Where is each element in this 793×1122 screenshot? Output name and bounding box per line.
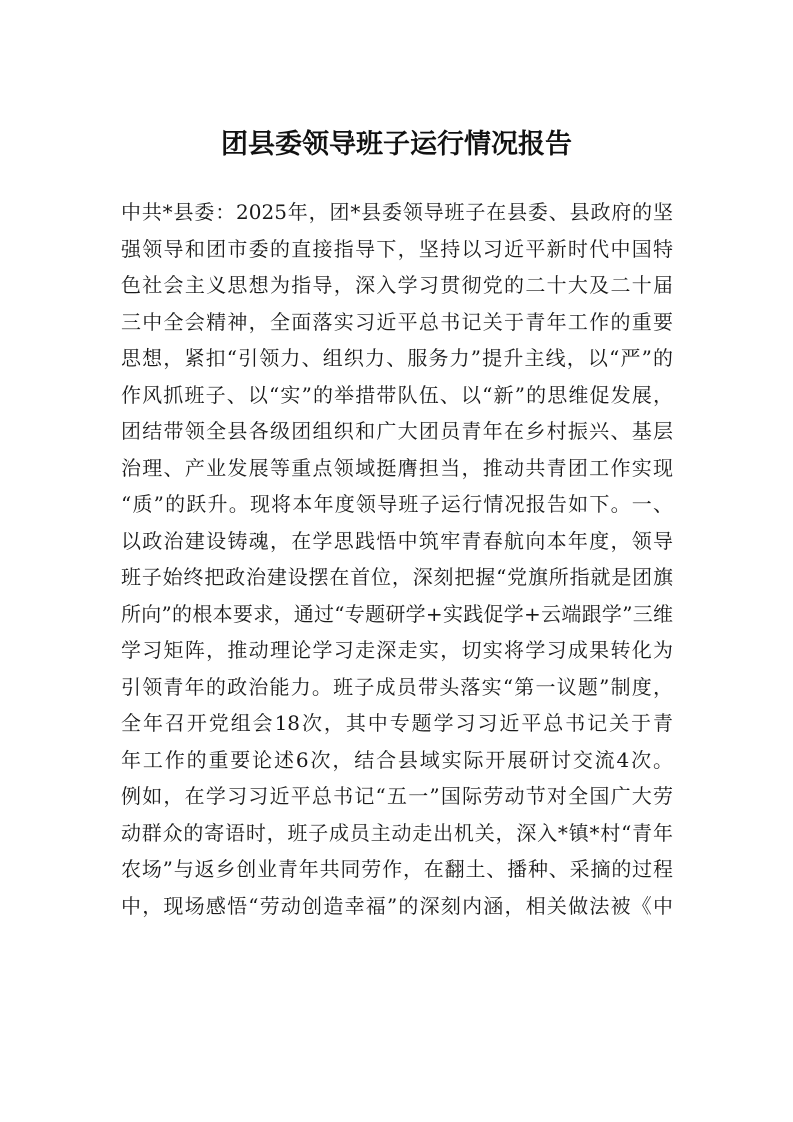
document-title: 团县委领导班子运行情况报告: [221, 129, 572, 160]
body-line: 例如，在学习习近平总书记“五一”国际劳动节对全国广大劳: [121, 784, 673, 808]
body-line: 治理、产业发展等重点领域挺膺担当，推动共青团工作实现: [121, 455, 673, 480]
body-line: 年工作的重要论述6次，结合县域实际开展研讨交流4次。: [121, 747, 673, 772]
body-line: 作风抓班子、以“实”的举措带队伍、以“新”的思维促发展，: [121, 382, 673, 407]
body-line: “质”的跃升。现将本年度领导班子运行情况报告如下。一、: [121, 492, 673, 516]
body-line: 思想，紧扣“引领力、组织力、服务力”提升主线，以“严”的: [121, 346, 673, 370]
body-line: 农场”与返乡创业青年共同劳作，在翻土、播种、采摘的过程: [121, 857, 673, 881]
body-line: 以政治建设铸魂，在学思践悟中筑牢青春航向本年度，领导: [121, 528, 673, 553]
body-line: 中，现场感悟“劳动创造幸福”的深刻内涵，相关做法被《中: [121, 893, 673, 918]
body-line: 色社会主义思想为指导，深入学习贯彻党的二十大及二十届: [121, 273, 673, 297]
document-body: [121, 194, 673, 924]
body-line: 引领青年的政治能力。班子成员带头落实“第一议题”制度，: [121, 674, 673, 699]
body-line: 强领导和团市委的直接指导下，坚持以习近平新时代中国特: [121, 236, 673, 261]
body-line: 班子始终把政治建设摆在首位，深刻把握“党旗所指就是团旗: [121, 565, 673, 589]
body-line: 团结带领全县各级团组织和广大团员青年在乡村振兴、基层: [121, 419, 673, 443]
body-line: 三中全会精神，全面落实习近平总书记关于青年工作的重要: [121, 309, 673, 334]
body-line: 中共*县委：2025年，团*县委领导班子在县委、县政府的坚: [121, 200, 673, 224]
body-line: 全年召开党组会18次，其中专题学习习近平总书记关于青: [121, 711, 673, 735]
body-line: 动群众的寄语时，班子成员主动走出机关，深入*镇*村“青年: [121, 820, 673, 845]
body-line: 学习矩阵，推动理论学习走深走实，切实将学习成果转化为: [121, 638, 673, 662]
body-line: 所向”的根本要求，通过“专题研学+实践促学+云端跟学”三维: [121, 601, 673, 626]
